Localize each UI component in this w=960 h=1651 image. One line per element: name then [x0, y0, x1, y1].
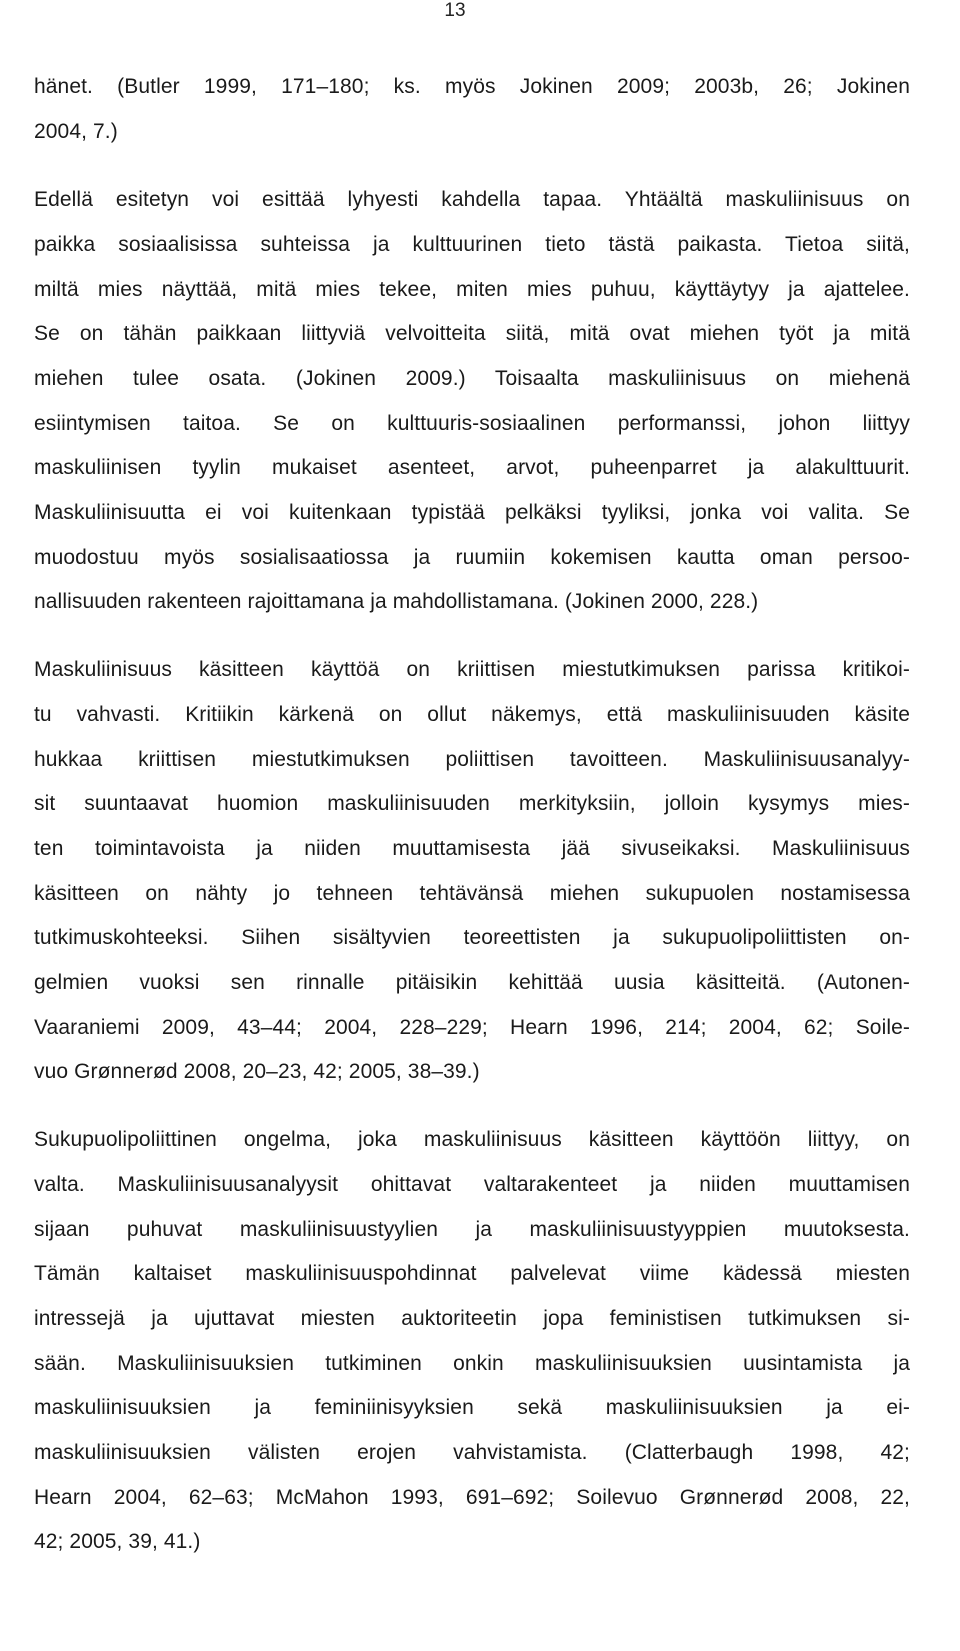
text-line: vuo Grønnerød 2008, 20–23, 42; 2005, 38–39.): [34, 1060, 480, 1083]
text-line: maskuliinisen tyylin mukaiset asenteet, arvot, puheenparret ja alakulttuurit.: [34, 456, 910, 479]
text-line: paikka sosiaalisissa suhteissa ja kulttuurinen tieto tästä paikasta. Tietoa siitä,: [34, 233, 910, 256]
text-line: sijaan puhuvat maskuliinisuustyylien ja maskuliinisuustyyppien muutoksesta.: [34, 1218, 910, 1241]
text-line: maskuliinisuuksien ja feminiinisyyksien sekä maskuliinisuuksien ja ei-: [34, 1396, 910, 1419]
text-line: esiintymisen taitoa. Se on kulttuuris-sosiaalinen performanssi, johon liittyy: [34, 412, 910, 435]
text-line: Tämän kaltaiset maskuliinisuuspohdinnat palvelevat viime kädessä miesten: [34, 1262, 910, 1285]
text-line: sit suuntaavat huomion maskuliinisuuden merkityksiin, jolloin kysymys mies-: [34, 792, 910, 815]
text-line: Maskuliinisuus käsitteen käyttöä on kriittisen miestutkimuksen parissa kritikoi-: [34, 658, 910, 681]
text-line: Edellä esitetyn voi esittää lyhyesti kahdella tapaa. Yhtäältä maskuliinisuus on: [34, 188, 910, 211]
text-line: hänet. (Butler 1999, 171–180; ks. myös Jokinen 2009; 2003b, 26; Jokinen: [34, 75, 910, 98]
text-line: Sukupuolipoliittinen ongelma, joka maskuliinisuus käsitteen käyttöön liittyy, on: [34, 1128, 910, 1151]
text-line: gelmien vuoksi sen rinnalle pitäisikin kehittää uusia käsitteitä. (Autonen-: [34, 971, 910, 994]
text-line: sään. Maskuliinisuuksien tutkiminen onkin maskuliinisuuksien uusintamista ja: [34, 1352, 910, 1375]
text-line: 42; 2005, 39, 41.): [34, 1530, 201, 1553]
text-line: miltä mies näyttää, mitä mies tekee, miten mies puhuu, käyttäytyy ja ajattelee.: [34, 278, 910, 301]
text-line: tutkimuskohteeksi. Siihen sisältyvien teoreettisten ja sukupuolipoliittisten on-: [34, 926, 910, 949]
text-line: käsitteen on nähty jo tehneen tehtävänsä miehen sukupuolen nostamisessa: [34, 882, 910, 905]
text-line: maskuliinisuuksien välisten erojen vahvistamista. (Clatterbaugh 1998, 42;: [34, 1441, 910, 1464]
text-line: muodostuu myös sosialisaatiossa ja ruumiin kokemisen kautta oman persoo-: [34, 546, 910, 569]
text-line: miehen tulee osata. (Jokinen 2009.) Toisaalta maskuliinisuus on miehenä: [34, 367, 910, 390]
text-line: Maskuliinisuutta ei voi kuitenkaan typistää pelkäksi tyyliksi, jonka voi valita. Se: [34, 501, 910, 524]
text-line: Vaaraniemi 2009, 43–44; 2004, 228–229; Hearn 1996, 214; 2004, 62; Soile-: [34, 1016, 910, 1039]
text-line: 2004, 7.): [34, 120, 118, 143]
text-line: nallisuuden rakenteen rajoittamana ja mahdollistamana. (Jokinen 2000, 228.): [34, 590, 759, 613]
text-line: Se on tähän paikkaan liittyviä velvoitteita siitä, mitä ovat miehen työt ja mitä: [34, 322, 910, 345]
page-number: 13: [444, 0, 466, 21]
text-line: valta. Maskuliinisuusanalyysit ohittavat valtarakenteet ja niiden muuttamisen: [34, 1173, 910, 1196]
text-line: Hearn 2004, 62–63; McMahon 1993, 691–692; Soilevuo Grønnerød 2008, 22,: [34, 1486, 910, 1509]
text-line: tu vahvasti. Kritiikin kärkenä on ollut näkemys, että maskuliinisuuden käsite: [34, 703, 910, 726]
text-line: ten toimintavoista ja niiden muuttamisesta jää sivuseikaksi. Maskuliinisuus: [34, 837, 910, 860]
text-line: intressejä ja ujuttavat miesten auktoriteetin jopa feministisen tutkimuksen si-: [34, 1307, 910, 1330]
text-line: hukkaa kriittisen miestutkimuksen poliittisen tavoitteen. Maskuliinisuusanalyy-: [34, 748, 910, 771]
